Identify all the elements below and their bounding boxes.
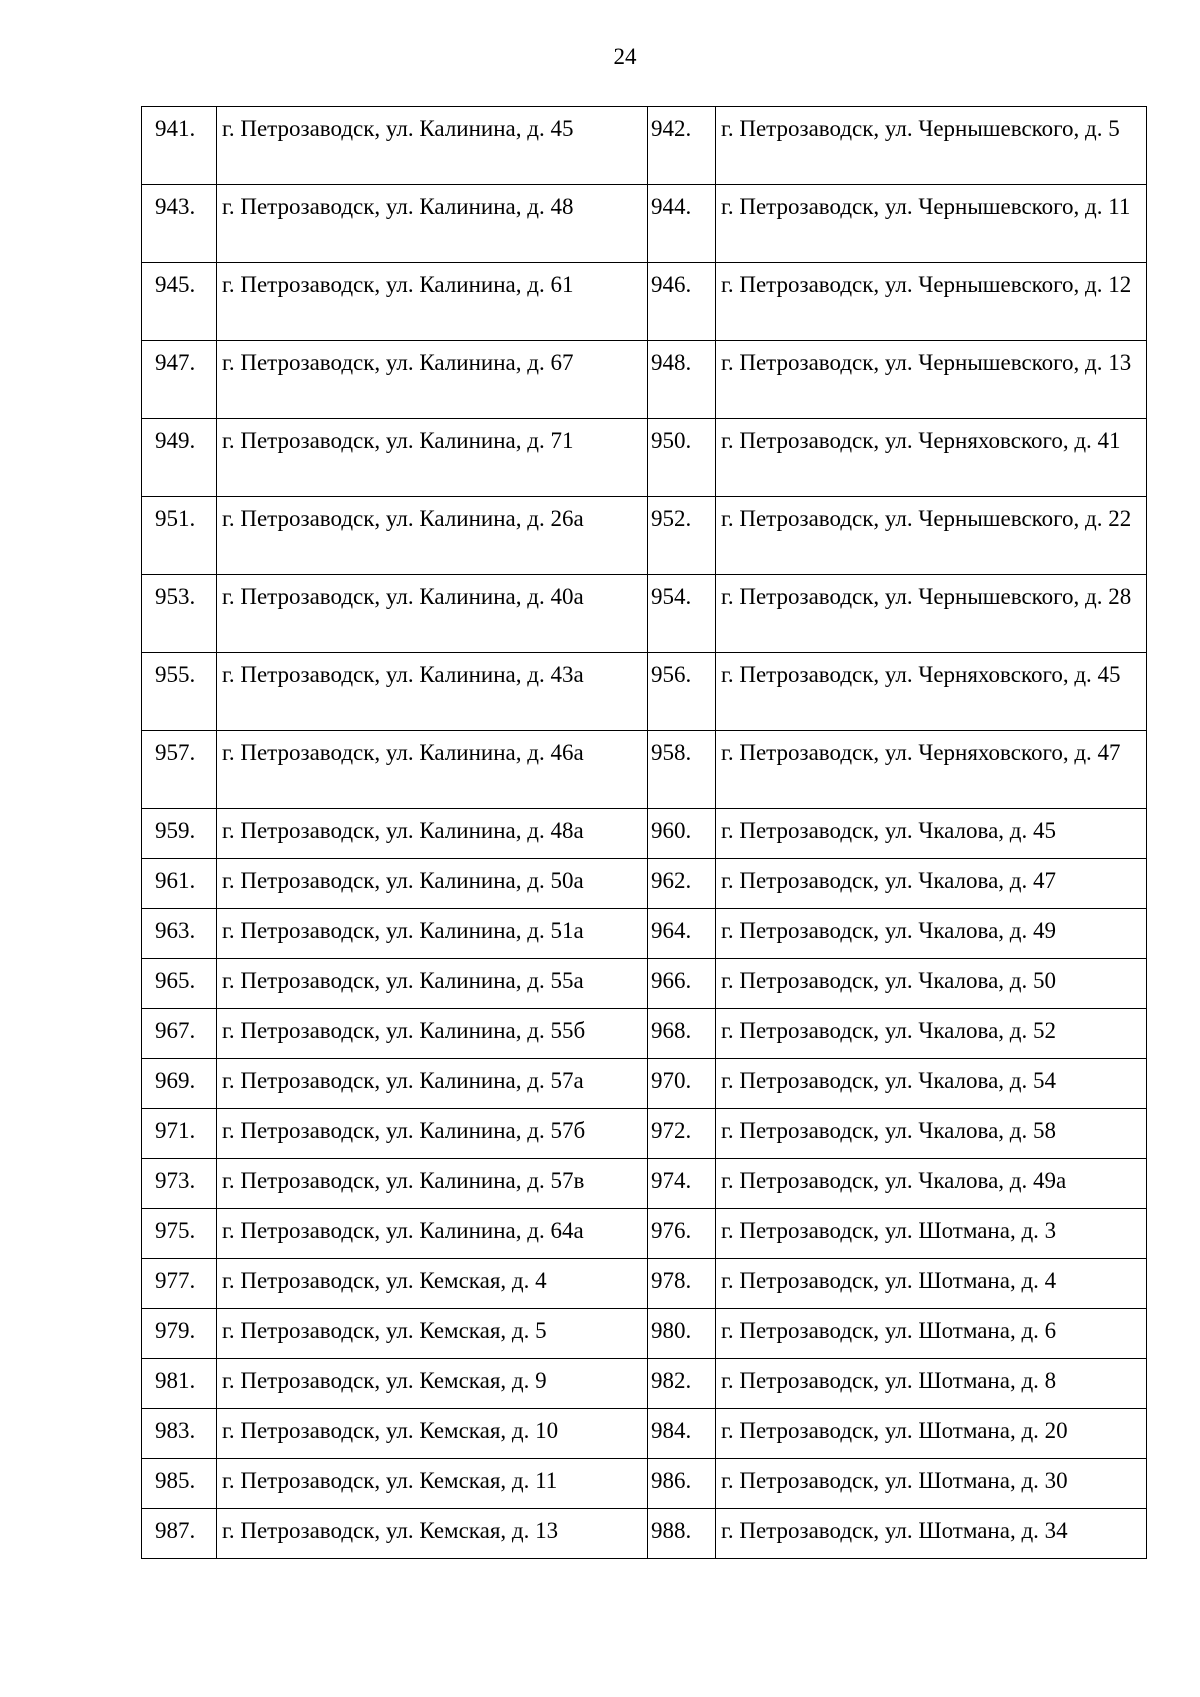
address-right: г. Петрозаводск, ул. Черняховского, д. 45 — [716, 653, 1147, 731]
address-left: г. Петрозаводск, ул. Калинина, д. 43а — [217, 653, 648, 731]
row-number-right: 980. — [648, 1309, 716, 1359]
address-left: г. Петрозаводск, ул. Калинина, д. 46а — [217, 731, 648, 809]
address-right: г. Петрозаводск, ул. Чкалова, д. 58 — [716, 1109, 1147, 1159]
row-number-right: 966. — [648, 959, 716, 1009]
address-left: г. Петрозаводск, ул. Кемская, д. 10 — [217, 1409, 648, 1459]
address-right: г. Петрозаводск, ул. Шотмана, д. 30 — [716, 1459, 1147, 1509]
address-right: г. Петрозаводск, ул. Шотмана, д. 3 — [716, 1209, 1147, 1259]
address-left: г. Петрозаводск, ул. Калинина, д. 55б — [217, 1009, 648, 1059]
address-right: г. Петрозаводск, ул. Шотмана, д. 4 — [716, 1259, 1147, 1309]
address-right: г. Петрозаводск, ул. Чкалова, д. 47 — [716, 859, 1147, 909]
address-right: г. Петрозаводск, ул. Шотмана, д. 20 — [716, 1409, 1147, 1459]
row-number-left: 961. — [142, 859, 217, 909]
row-number-right: 984. — [648, 1409, 716, 1459]
address-left: г. Петрозаводск, ул. Кемская, д. 9 — [217, 1359, 648, 1409]
table-row — [142, 1259, 1147, 1309]
row-number-right: 956. — [648, 653, 716, 731]
address-left: г. Петрозаводск, ул. Калинина, д. 61 — [217, 263, 648, 341]
row-number-left: 985. — [142, 1459, 217, 1509]
table-row — [142, 809, 1147, 859]
address-left: г. Петрозаводск, ул. Калинина, д. 55а — [217, 959, 648, 1009]
table-row — [142, 419, 1147, 497]
address-left: г. Петрозаводск, ул. Калинина, д. 67 — [217, 341, 648, 419]
row-number-right: 974. — [648, 1159, 716, 1209]
row-number-left: 963. — [142, 909, 217, 959]
address-right: г. Петрозаводск, ул. Черняховского, д. 41 — [716, 419, 1147, 497]
address-right: г. Петрозаводск, ул. Чкалова, д. 49 — [716, 909, 1147, 959]
row-number-left: 957. — [142, 731, 217, 809]
address-left: г. Петрозаводск, ул. Кемская, д. 13 — [217, 1509, 648, 1559]
row-number-right: 952. — [648, 497, 716, 575]
row-number-right: 964. — [648, 909, 716, 959]
address-left: г. Петрозаводск, ул. Калинина, д. 50а — [217, 859, 648, 909]
address-left: г. Петрозаводск, ул. Кемская, д. 11 — [217, 1459, 648, 1509]
table-row — [142, 1109, 1147, 1159]
table-row — [142, 575, 1147, 653]
row-number-right: 962. — [648, 859, 716, 909]
address-left: г. Петрозаводск, ул. Калинина, д. 57а — [217, 1059, 648, 1109]
table-row — [142, 859, 1147, 909]
address-left: г. Петрозаводск, ул. Калинина, д. 45 — [217, 107, 648, 185]
row-number-left: 949. — [142, 419, 217, 497]
table-row — [142, 1209, 1147, 1259]
row-number-left: 941. — [142, 107, 217, 185]
row-number-right: 950. — [648, 419, 716, 497]
row-number-left: 973. — [142, 1159, 217, 1209]
address-right: г. Петрозаводск, ул. Чкалова, д. 52 — [716, 1009, 1147, 1059]
row-number-right: 976. — [648, 1209, 716, 1259]
table-row — [142, 731, 1147, 809]
row-number-left: 945. — [142, 263, 217, 341]
address-right: г. Петрозаводск, ул. Чернышевского, д. 12 — [716, 263, 1147, 341]
row-number-left: 967. — [142, 1009, 217, 1059]
address-left: г. Петрозаводск, ул. Калинина, д. 40а — [217, 575, 648, 653]
address-left: г. Петрозаводск, ул. Калинина, д. 48а — [217, 809, 648, 859]
table-row — [142, 653, 1147, 731]
table-row — [142, 1159, 1147, 1209]
table-row — [142, 1409, 1147, 1459]
address-right: г. Петрозаводск, ул. Чернышевского, д. 22 — [716, 497, 1147, 575]
address-right: г. Петрозаводск, ул. Шотмана, д. 6 — [716, 1309, 1147, 1359]
row-number-left: 979. — [142, 1309, 217, 1359]
row-number-right: 944. — [648, 185, 716, 263]
row-number-left: 953. — [142, 575, 217, 653]
row-number-right: 958. — [648, 731, 716, 809]
address-right: г. Петрозаводск, ул. Чкалова, д. 50 — [716, 959, 1147, 1009]
row-number-left: 977. — [142, 1259, 217, 1309]
table-row — [142, 1359, 1147, 1409]
address-right: г. Петрозаводск, ул. Чернышевского, д. 13 — [716, 341, 1147, 419]
address-right: г. Петрозаводск, ул. Шотмана, д. 34 — [716, 1509, 1147, 1559]
row-number-left: 959. — [142, 809, 217, 859]
table-row — [142, 1009, 1147, 1059]
address-left: г. Петрозаводск, ул. Калинина, д. 51а — [217, 909, 648, 959]
address-right: г. Петрозаводск, ул. Шотмана, д. 8 — [716, 1359, 1147, 1409]
row-number-right: 986. — [648, 1459, 716, 1509]
page-number: 24 — [613, 44, 637, 69]
address-left: г. Петрозаводск, ул. Калинина, д. 71 — [217, 419, 648, 497]
row-number-left: 955. — [142, 653, 217, 731]
row-number-right: 978. — [648, 1259, 716, 1309]
address-table-body — [142, 107, 1147, 1559]
table-row — [142, 1509, 1147, 1559]
address-right: г. Петрозаводск, ул. Чкалова, д. 49а — [716, 1159, 1147, 1209]
row-number-left: 987. — [142, 1509, 217, 1559]
address-left: г. Петрозаводск, ул. Калинина, д. 64а — [217, 1209, 648, 1259]
table-row — [142, 909, 1147, 959]
row-number-right: 988. — [648, 1509, 716, 1559]
row-number-left: 943. — [142, 185, 217, 263]
table-row — [142, 107, 1147, 185]
table-row — [142, 185, 1147, 263]
row-number-left: 975. — [142, 1209, 217, 1259]
address-table — [141, 106, 1147, 1559]
address-right: г. Петрозаводск, ул. Чернышевского, д. 11 — [716, 185, 1147, 263]
table-row — [142, 497, 1147, 575]
address-left: г. Петрозаводск, ул. Калинина, д. 48 — [217, 185, 648, 263]
address-left: г. Петрозаводск, ул. Калинина, д. 57в — [217, 1159, 648, 1209]
table-row — [142, 341, 1147, 419]
row-number-right: 948. — [648, 341, 716, 419]
row-number-right: 972. — [648, 1109, 716, 1159]
row-number-left: 951. — [142, 497, 217, 575]
row-number-left: 981. — [142, 1359, 217, 1409]
row-number-left: 969. — [142, 1059, 217, 1109]
address-left: г. Петрозаводск, ул. Кемская, д. 5 — [217, 1309, 648, 1359]
row-number-left: 947. — [142, 341, 217, 419]
address-right: г. Петрозаводск, ул. Чернышевского, д. 5 — [716, 107, 1147, 185]
row-number-right: 960. — [648, 809, 716, 859]
address-right: г. Петрозаводск, ул. Чкалова, д. 45 — [716, 809, 1147, 859]
row-number-right: 946. — [648, 263, 716, 341]
address-left: г. Петрозаводск, ул. Калинина, д. 57б — [217, 1109, 648, 1159]
row-number-right: 954. — [648, 575, 716, 653]
address-left: г. Петрозаводск, ул. Калинина, д. 26а — [217, 497, 648, 575]
address-right: г. Петрозаводск, ул. Чернышевского, д. 28 — [716, 575, 1147, 653]
row-number-left: 965. — [142, 959, 217, 1009]
table-row — [142, 1309, 1147, 1359]
address-right: г. Петрозаводск, ул. Чкалова, д. 54 — [716, 1059, 1147, 1109]
address-left: г. Петрозаводск, ул. Кемская, д. 4 — [217, 1259, 648, 1309]
address-right: г. Петрозаводск, ул. Черняховского, д. 47 — [716, 731, 1147, 809]
row-number-right: 968. — [648, 1009, 716, 1059]
row-number-left: 983. — [142, 1409, 217, 1459]
row-number-right: 942. — [648, 107, 716, 185]
table-row — [142, 1459, 1147, 1509]
row-number-right: 982. — [648, 1359, 716, 1409]
table-row — [142, 263, 1147, 341]
table-row — [142, 959, 1147, 1009]
row-number-left: 971. — [142, 1109, 217, 1159]
row-number-right: 970. — [648, 1059, 716, 1109]
table-row — [142, 1059, 1147, 1109]
